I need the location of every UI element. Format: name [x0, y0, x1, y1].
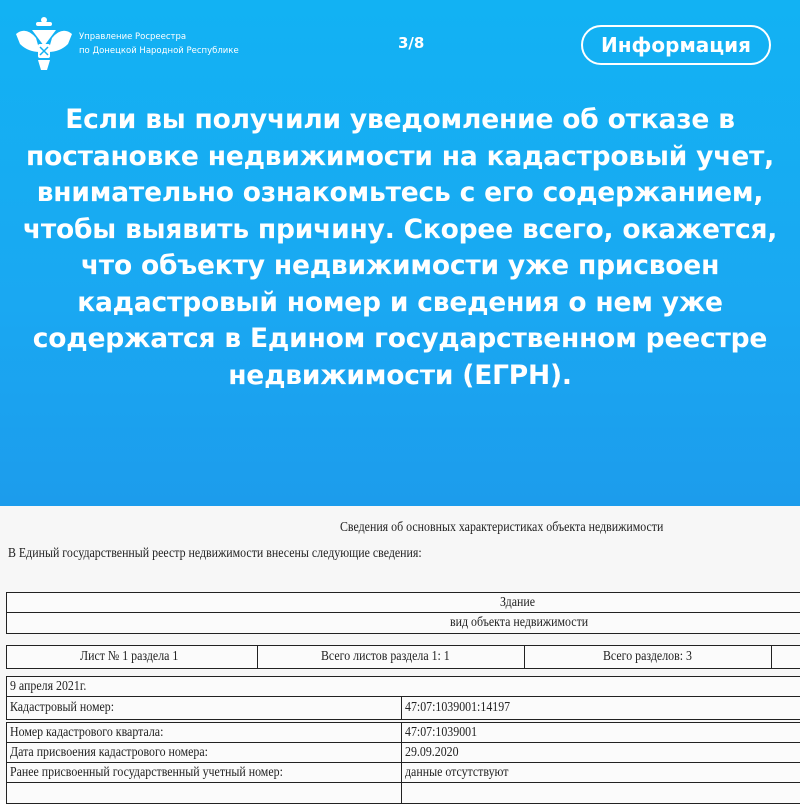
headline-text: Если вы получили уведомление об отказе в постановке недвижимости на кадастровый учет, внимательно ознакомьтесь с его содержанием, чтобы выявить причину. Скорее всего, окажется, что объекту недвижимости уже присвоен кадастровый номер и сведения о нем уже содержатся в Едином государственном реестре недвижимости (ЕГРН).	[22, 104, 778, 391]
row-label: Номер кадастрового квартала:	[10, 725, 164, 740]
row-value: 47:07:1039001	[405, 725, 478, 740]
document-scan	[0, 506, 800, 800]
object-type: Здание	[500, 595, 536, 610]
row-label: Кадастровый номер:	[10, 700, 115, 715]
org-line-1: Управление Росреестра	[79, 32, 187, 42]
org-line-2: по Донецкой Народной Республике	[79, 46, 239, 56]
row-value: 47:07:1039001:14197	[405, 700, 511, 715]
sheet-info-table	[6, 645, 800, 669]
page-counter: 3/8	[398, 34, 425, 52]
row-label: Дата присвоения кадастрового номера:	[10, 745, 208, 760]
document-intro: В Единый государственный реестр недвижимости внесены следующие сведения:	[8, 546, 422, 561]
table-row	[7, 697, 800, 719]
document-title: Сведения об основных характеристиках объекта недвижимости	[340, 520, 664, 535]
date-cadastral-table	[6, 676, 800, 720]
table-row	[7, 763, 800, 783]
row-value: данные отсутствуют	[405, 765, 509, 780]
row-label: Ранее присвоенный государственный учетный номер:	[10, 765, 283, 780]
object-caption: вид объекта недвижимости	[450, 615, 589, 630]
sections-total: Всего разделов: 3	[603, 649, 692, 664]
table-row	[7, 723, 800, 743]
sheets-total: Всего листов раздела 1: 1	[321, 649, 450, 664]
organization-name	[79, 30, 239, 58]
table-row	[7, 743, 800, 763]
rosreestr-eagle-logo-icon	[14, 12, 74, 72]
details-table	[6, 722, 800, 804]
sheet-number: Лист № 1 раздела 1	[80, 649, 179, 664]
row-value: 29.09.2020	[405, 745, 459, 760]
document-date: 9 апреля 2021г.	[10, 679, 87, 694]
object-type-table	[6, 592, 800, 634]
category-badge: Информация	[581, 25, 771, 65]
table-row	[7, 783, 800, 803]
